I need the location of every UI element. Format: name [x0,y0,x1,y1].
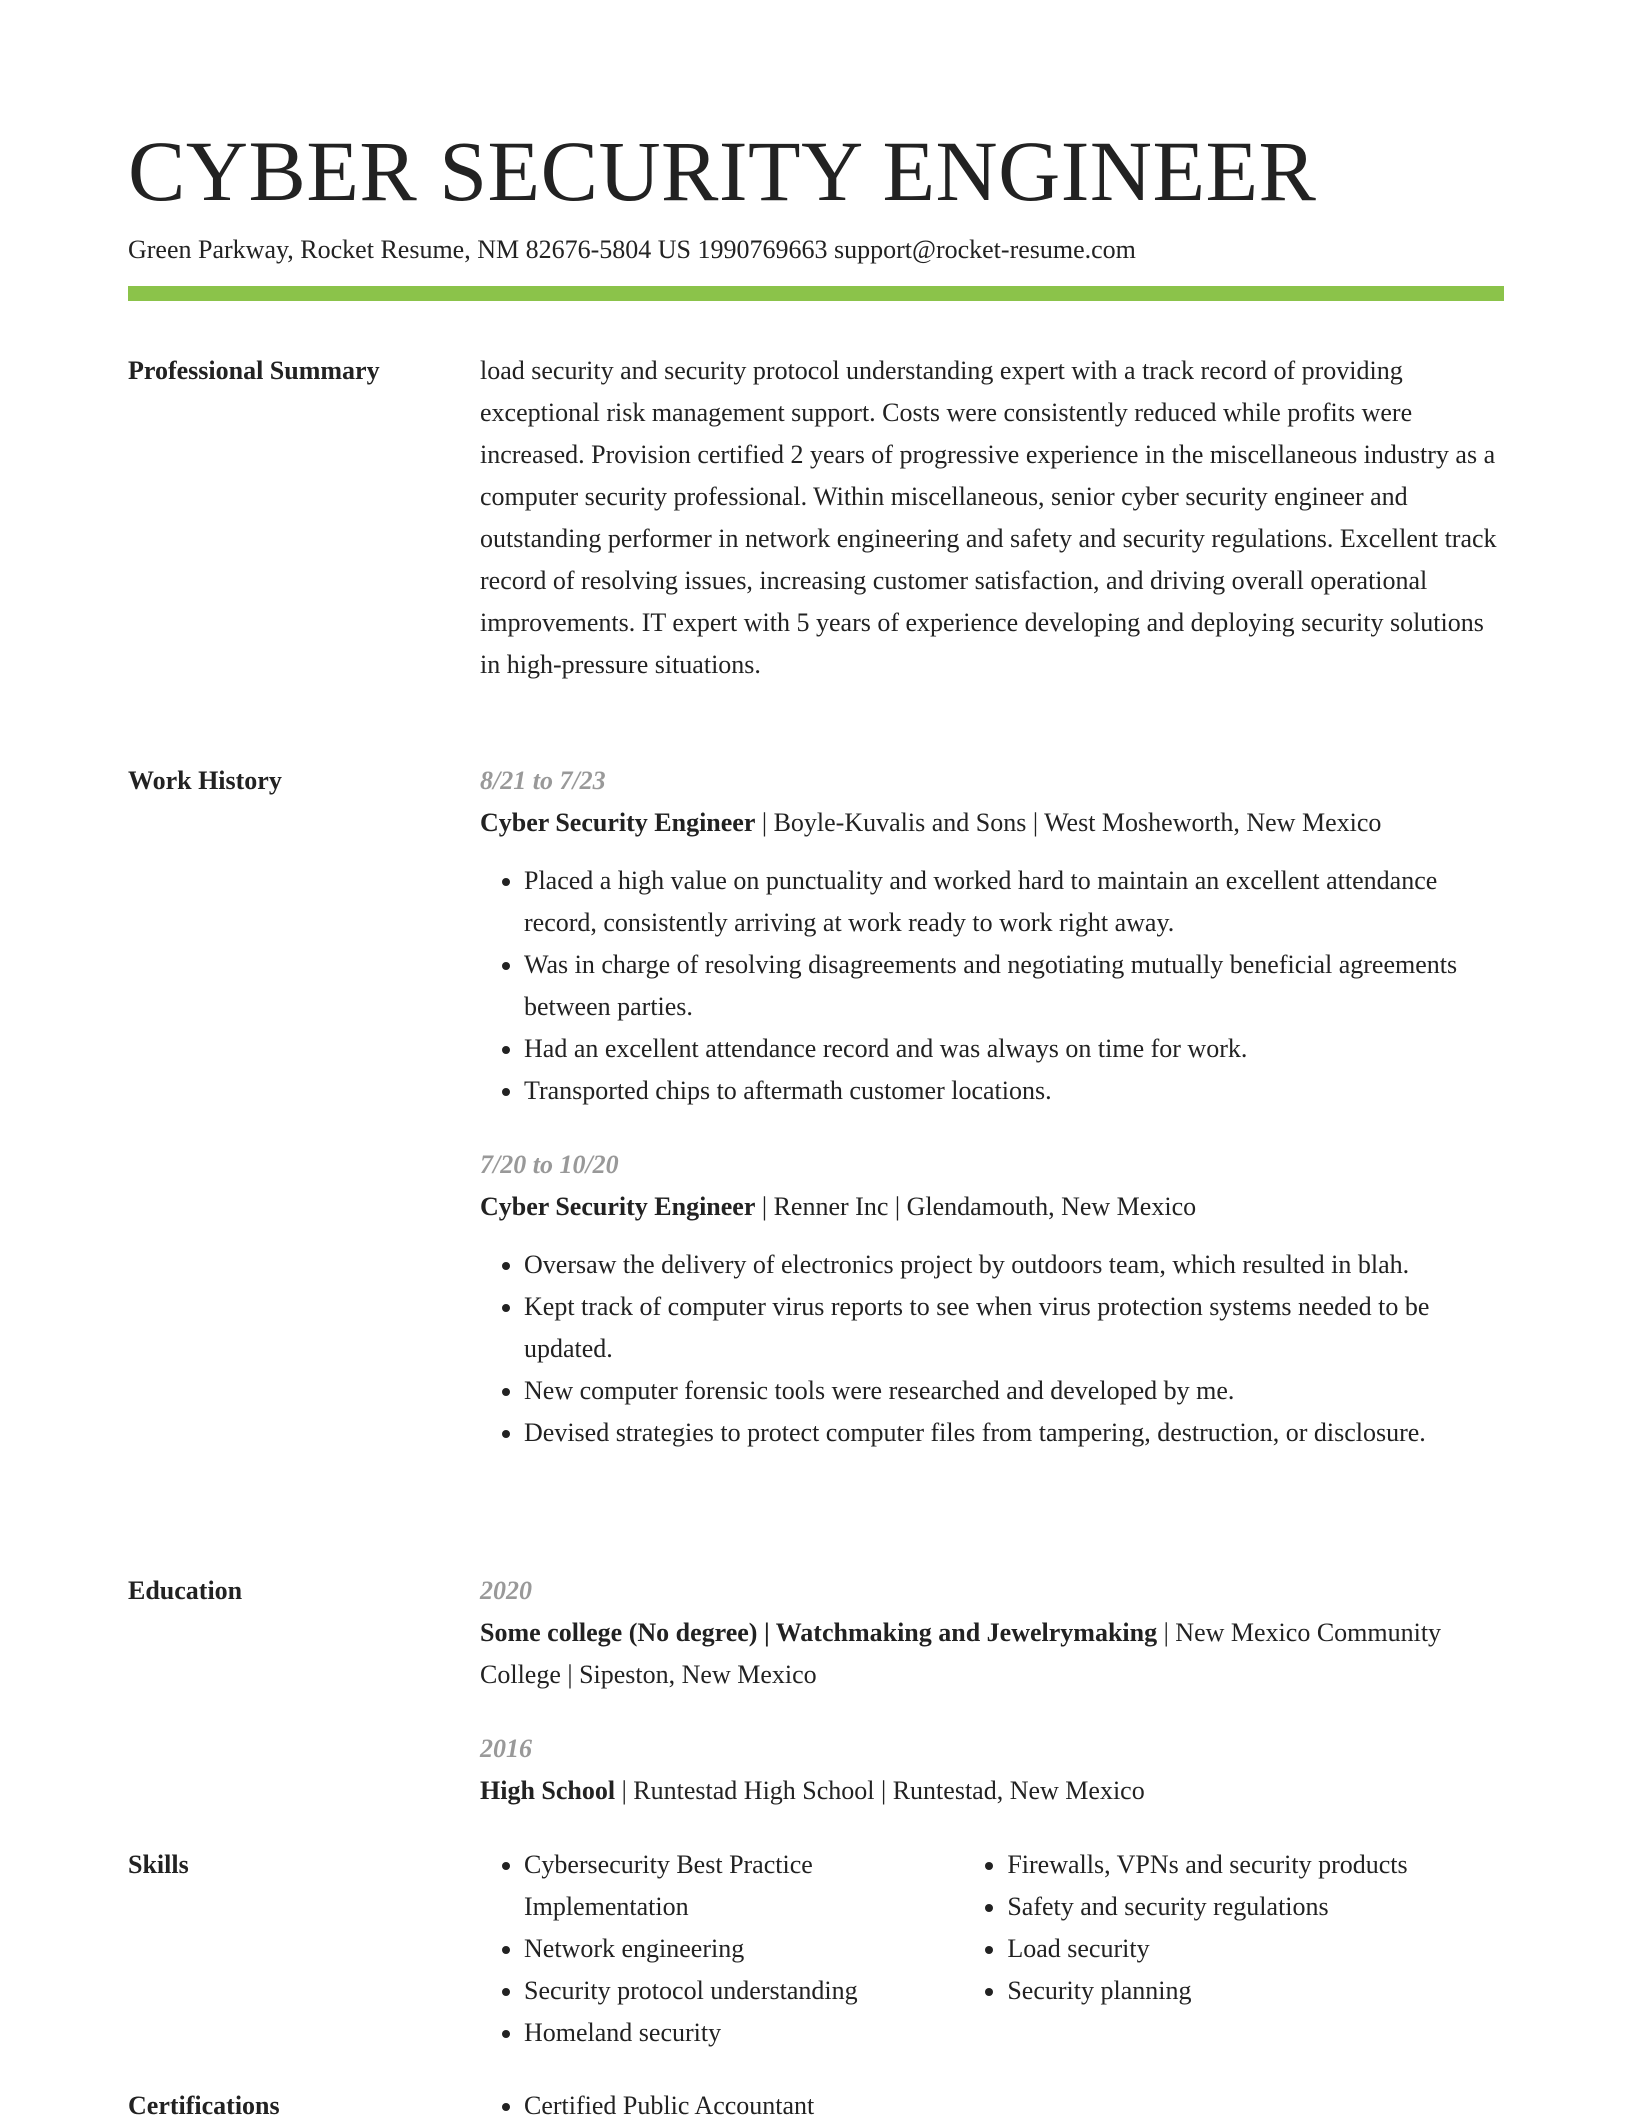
education-year: 2020 [480,1576,532,1605]
certifications-columns [480,2085,1504,2127]
contact-line: Green Parkway, Rocket Resume, NM 82676-5804 US 1990769663 support@rocket-resume.com [128,235,1136,264]
certification-item: • Certified Public Accountant [524,2085,984,2127]
skill-item: • Safety and security regulations [1007,1886,1504,1928]
job-bullet: • Was in charge of resolving disagreements and negotiating mutually beneficial agreements between parties. [524,944,1504,1028]
job-dates: 8/21 to 7/23 [480,766,606,795]
job-bullet: • New computer forensic tools were researched and developed by me. [524,1370,1504,1412]
job-entry [480,1144,1504,1454]
job-title: Cyber Security Engineer [480,808,756,837]
job-heading [480,802,1504,844]
education-degree: High School [480,1776,616,1805]
certifications-heading: Certifications [128,2091,280,2120]
education-heading-line [480,1612,1504,1696]
skill-item: • Homeland security [524,2012,963,2054]
education-degree: Some college (No degree) | Watchmaking and Jewelrymaking [480,1618,1158,1647]
skill-item: • Security protocol understanding [524,1970,963,2012]
skills-list-right [963,1844,1504,2054]
education-year: 2016 [480,1734,532,1763]
job-bullet: • Had an excellent attendance record and was always on time for work. [524,1028,1504,1070]
skills-columns [480,1844,1504,2054]
job-bullet: • Oversaw the delivery of electronics project by outdoors team, which resulted in blah. [524,1244,1504,1286]
job-title: Cyber Security Engineer [480,1192,756,1221]
job-bullet: • Kept track of computer virus reports to see when virus protection systems needed to be updated. [524,1286,1504,1370]
job-bullet: • Transported chips to aftermath customer locations. [524,1070,1504,1112]
job-heading [480,1186,1504,1228]
education-entry [480,1570,1504,1696]
job-bullet: • Devised strategies to protect computer files from tampering, destruction, or disclosure. [524,1412,1504,1454]
job-employer-location: | Renner Inc | Glendamouth, New Mexico [755,1192,1197,1221]
job-dates: 7/20 to 10/20 [480,1150,619,1179]
job-employer-location: | Boyle-Kuvalis and Sons | West Mosheworth, New Mexico [755,808,1382,837]
summary-heading: Professional Summary [128,356,380,385]
work-history-heading: Work History [128,766,282,795]
job-bullets [480,1244,1504,1454]
resume-name: CYBER SECURITY ENGINEER [128,123,1317,219]
job-bullets [480,860,1504,1112]
job-entry [480,760,1504,1112]
education-school-location: | New Mexico Community College | Sipeston, New Mexico [480,1618,1442,1689]
education-school-location: | Runtestad High School | Runtestad, New Mexico [615,1776,1145,1805]
skills-list-left [480,1844,963,2054]
skill-item: • Security planning [1007,1970,1504,2012]
work-history-section [480,760,1504,1454]
education-section [480,1570,1504,1812]
header-divider [128,286,1504,301]
summary-text: load security and security protocol understanding expert with a track record of providing exceptional risk management support. Costs were consistently reduced while profits were increased. Provision certified 2 years of progressive experience in the miscellaneous industry as a computer security professional. Within miscellaneous, senior cyber security engineer and outstanding performer in network engineering and safety and security regulations. Excellent track record of resolving issues, increasing customer satisfaction, and driving overall operational improvements. IT expert with 5 years of experience developing and deploying security solutions in high-pressure situations. [480,356,1497,679]
skill-item: • Network engineering [524,1928,963,1970]
skill-item: • Firewalls, VPNs and security products [1007,1844,1504,1886]
summary-section [480,350,1504,686]
skills-heading: Skills [128,1850,189,1879]
skills-section [480,1844,1504,2054]
education-heading-line [480,1770,1504,1812]
education-heading: Education [128,1576,243,1605]
job-bullet: • Placed a high value on punctuality and worked hard to maintain an excellent attendance record, consistently arriving at work ready to work right away. [524,860,1504,944]
education-entry [480,1728,1504,1812]
skill-item: • Cybersecurity Best Practice Implementation [524,1844,963,1928]
certifications-list [480,2085,984,2127]
skill-item: • Load security [1007,1928,1504,1970]
certifications-section [480,2085,1504,2127]
